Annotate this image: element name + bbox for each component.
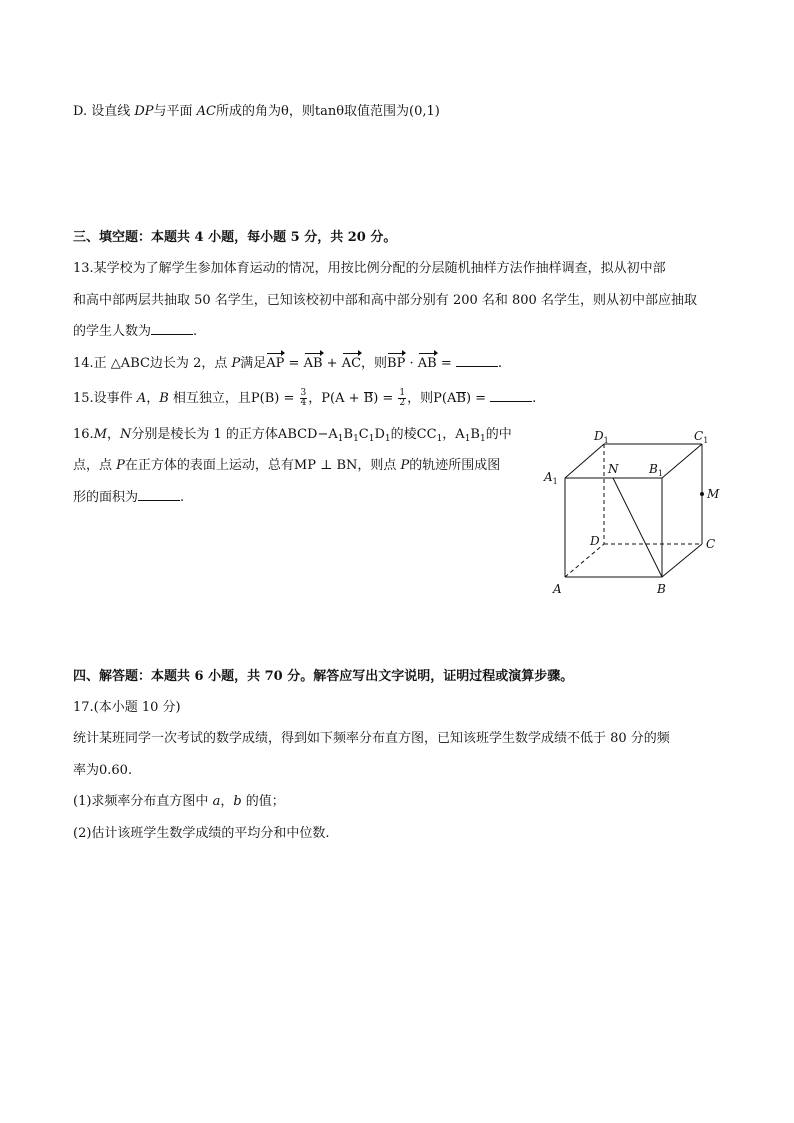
- label-c1: C: [694, 429, 704, 443]
- section-3-header: 三、填空题：本题共 4 小题，每小题 5 分，共 20 分。: [73, 230, 397, 245]
- answer-blank: [456, 354, 498, 367]
- fraction-one-half: $\frac{1}{2}$: [399, 388, 406, 408]
- q16-line-1: 16.M，N分别是棱长为 1 的正方体$ABCD-A_1B_1C_1D_1$的棱$CC_1$，$A_1B_1$的中: [73, 427, 512, 444]
- vector-ab: AB: [418, 354, 437, 374]
- segment-bn: [613, 478, 662, 577]
- svg-text:A1: $A_1$: [544, 470, 558, 486]
- label-c: C: [706, 537, 716, 551]
- q15: 15.设事件 A，B 相互独立，且P(B) = $\frac{3}{4}$ ，P(A + B) = $\frac{1}{2}$ ，则P(AB) = .: [73, 388, 537, 408]
- vector-ab: AB: [304, 354, 323, 374]
- complement-b: B: [363, 391, 374, 406]
- q17-line-2: 率为0.60.: [73, 763, 133, 778]
- q13-line-2: 和高中部两层共抽取 50 名学生，已知该校初中部和高中部分别有 200 名和 800 名学生，则从初中部应抽取: [73, 293, 697, 308]
- q13-line-3: 的学生人数为 .: [73, 324, 198, 339]
- option-d: D. 设直线 DP与平面 AC所成的角为θ，则tanθ取值范围为(0,1): [73, 104, 440, 119]
- label-b1: B: [649, 462, 658, 476]
- fraction-three-quarters: $\frac{3}{4}$: [300, 388, 307, 408]
- label-a1: A: [544, 470, 553, 484]
- svg-text:C1: $C_1$: [694, 429, 709, 445]
- point-m: [700, 492, 704, 496]
- label-n: N: [608, 462, 619, 476]
- label-m: M: [707, 487, 720, 501]
- q17-part-2: (2)估计该班学生数学成绩的平均分和中位数.: [73, 826, 330, 841]
- q17-line-1: 统计某班同学一次考试的数学成绩，得到如下频率分布直方图，已知该班学生数学成绩不低于 80 分的频: [73, 731, 670, 746]
- svg-text:D1: $D_1$: [594, 429, 609, 445]
- edge-b1-c1: [662, 444, 702, 478]
- label-b: B: [657, 582, 666, 596]
- svg-text:B1: $B_1$: [649, 462, 663, 478]
- edge-a-d-hidden: [565, 544, 604, 577]
- answer-blank: [151, 322, 193, 335]
- label-a: A: [553, 582, 562, 596]
- answer-blank: [490, 389, 532, 402]
- label-d: D: [590, 534, 600, 548]
- vector-ac: AC: [342, 354, 361, 374]
- q17-part-1: (1)求频率分布直方图中 a，b 的值；: [73, 794, 285, 809]
- q16-line-3: 形的面积为 .: [73, 490, 185, 505]
- vector-ap: AP: [266, 354, 284, 374]
- vector-bp: BP: [387, 354, 405, 374]
- edge-a1-d1: [565, 444, 604, 478]
- section-4-header: 四、解答题：本题共 6 小题，共 70 分。解答应写出文字说明，证明过程或演算步骤。: [73, 669, 574, 684]
- q14: 14.正 △ABC边长为 2，点 P满足AP = AB + AC，则BP · AB = .: [73, 354, 502, 374]
- q17-title: 17.(本小题 10 分): [73, 700, 181, 715]
- complement-b: B: [456, 391, 466, 406]
- cube-diagram: [538, 422, 738, 602]
- q16-line-2: 点，点 P在正方体的表面上运动，总有MP ⊥ BN，则点 P的轨迹所围成图: [73, 458, 501, 473]
- label-d1: D: [594, 429, 604, 443]
- q13-line-1: 13.某学校为了解学生参加体育运动的情况，用按比例分配的分层随机抽样方法作抽样调查，拟从初中部: [73, 261, 666, 276]
- edge-b-c: [662, 544, 702, 577]
- answer-blank: [138, 488, 180, 501]
